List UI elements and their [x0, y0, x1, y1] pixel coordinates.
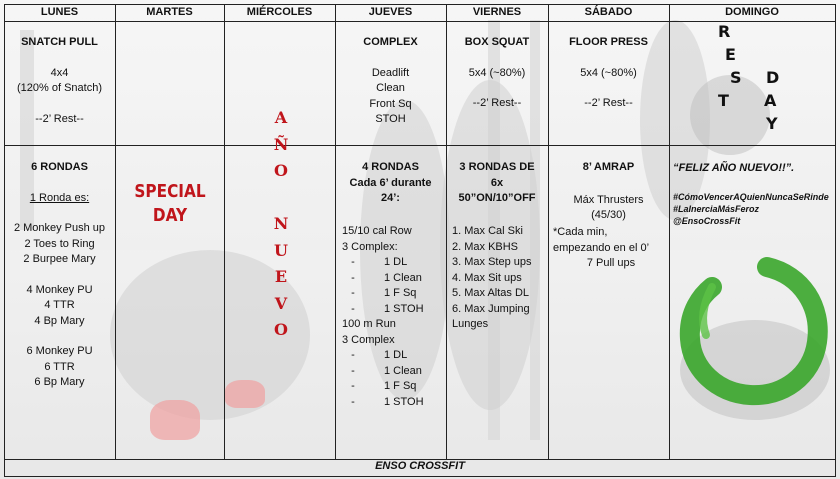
viernes-title2b: 6x: [490, 176, 504, 189]
vert-letter-6: E: [274, 267, 288, 286]
lunes-r1-0: 2 Monkey Push up: [13, 222, 106, 234]
lunes-ronda-label: 1 Ronda es:: [29, 191, 90, 204]
lunes-strength: [4, 35, 115, 127]
sabado-l5: 7 Pull ups: [586, 257, 636, 269]
dash: -: [351, 395, 355, 408]
viernes-title2a: 3 RONDAS DE: [459, 161, 535, 173]
vert-letter-2: O: [274, 161, 288, 180]
viernes-item-2: 3. Max Step ups: [452, 256, 532, 268]
vert-letter-0: A: [274, 108, 288, 127]
viernes-item-6: Lunges: [452, 318, 489, 330]
rest-letter-3: T: [718, 91, 729, 110]
lunes-r2-1: 4 TTR: [44, 299, 75, 311]
jueves-c1-1: - 1 Clean: [342, 271, 446, 287]
jueves-row: 15/10 cal Row: [342, 225, 412, 237]
viernes-rest1: --2’ Rest--: [472, 97, 522, 109]
header-sabado: SÁBADO: [584, 6, 633, 18]
jueves-c1-3: - 1 STOH: [342, 302, 446, 318]
jueves-c2-2: - 1 F Sq: [342, 379, 446, 395]
domingo-tag-2: @EnsoCrossFit: [673, 215, 741, 226]
viernes-wod: [446, 160, 548, 207]
special-line2: DAY: [152, 205, 188, 226]
day-letter-0: D: [766, 68, 780, 87]
domingo-message: [673, 161, 835, 227]
vert-letter-1: Ñ: [273, 134, 289, 154]
dash: -: [351, 287, 355, 299]
header-martes: MARTES: [146, 6, 193, 18]
header-viernes: VIERNES: [472, 6, 522, 18]
footer-brand: ENSO CROSSFIT: [375, 460, 465, 472]
dash: -: [351, 364, 355, 377]
lunes-title2: 6 RONDAS: [31, 161, 88, 173]
jueves-c1-2: - 1 F Sq: [342, 286, 446, 302]
vert-letter-4: N: [273, 214, 289, 233]
viernes-title2c: 50”ON/10”OFF: [458, 192, 536, 204]
jueves-title2b: Cada 6’ durante: [349, 176, 432, 189]
day-letter-1: A: [764, 91, 777, 110]
sabado-wod-note: [553, 225, 669, 272]
vert-letter-5: U: [274, 240, 288, 260]
lunes-r2-2: 4 Bp Mary: [34, 314, 85, 327]
sabado-l1: Máx Thrusters: [573, 193, 644, 206]
jueves-c1-0: - 1 DL: [342, 255, 446, 271]
jueves-c2-1: - 1 Clean: [342, 364, 446, 380]
domingo-tag-0: #CómoVencerAQuienNuncaSeRinde: [673, 191, 829, 202]
lunes-rest1: --2’ Rest--: [35, 112, 84, 125]
lunes-r3-1: 6 TTR: [44, 360, 75, 373]
header-jueves: JUEVES: [368, 6, 413, 18]
viernes-item-0: 1. Max Cal Ski: [452, 225, 523, 237]
domingo-greeting: “FELIZ AÑO NUEVO!!”.: [673, 162, 795, 174]
header-domingo: DOMINGO: [725, 6, 779, 18]
dash: -: [351, 302, 355, 315]
jueves-title2a: 4 RONDAS: [362, 161, 419, 173]
viernes-item-3: 4. Max Sit ups: [452, 271, 522, 284]
sabado-title2: 8’ AMRAP: [582, 161, 635, 173]
vert-letter-7: V: [274, 293, 288, 313]
jueves-title2c: 24’:: [381, 192, 400, 204]
sabado-rest1: --2’ Rest--: [584, 97, 633, 109]
lunes-wod: [4, 160, 115, 391]
dash: -: [351, 380, 355, 392]
sabado-strength: [548, 35, 669, 112]
enso-logo-icon: [672, 247, 832, 407]
jueves-item1-0: Deadlift: [371, 66, 410, 79]
ano-nuevo-vertical: [271, 108, 291, 347]
lunes-r1-2: 2 Burpee Mary: [23, 253, 96, 265]
jueves-complex2: 3 Complex: [342, 333, 395, 346]
lunes-title1: SNATCH PULL: [21, 36, 98, 48]
special-line1: SPECIAL: [134, 181, 206, 202]
jueves-item1-1: Clean: [376, 82, 405, 94]
viernes-wod-list: [452, 224, 548, 333]
sabado-title1: FLOOR PRESS: [569, 36, 648, 48]
lunes-r2-0: 4 Monkey PU: [26, 283, 93, 296]
lunes-r1-1: 2 Toes to Ring: [24, 237, 95, 250]
jueves-title1: COMPLEX: [363, 36, 418, 48]
dash: -: [351, 271, 355, 284]
jueves-c2-0: - 1 DL: [342, 348, 446, 364]
jueves-run: 100 m Run: [342, 318, 396, 330]
jueves-wod-detail: [342, 224, 446, 410]
dash: -: [351, 349, 355, 361]
rest-letter-0: R: [718, 22, 731, 41]
viernes-item-5: 6. Max Jumping: [452, 302, 530, 315]
jueves-wod: [335, 160, 446, 207]
rest-letter-1: E: [725, 45, 736, 64]
jueves-c2-3: - 1 STOH: [342, 395, 446, 411]
day-vertical: [764, 66, 779, 135]
sabado-wod: [548, 160, 669, 224]
jueves-complex1: 3 Complex:: [342, 240, 398, 253]
domingo-tag-1: #LaInerciaMásFeroz: [673, 203, 760, 214]
viernes-strength: [446, 35, 548, 112]
lunes-r3-0: 6 Monkey PU: [26, 345, 93, 357]
header-miercoles: MIÉRCOLES: [246, 6, 313, 18]
sabado-l3: *Cada min,: [553, 226, 608, 238]
jueves-item1-2: Front Sq: [369, 97, 412, 110]
special-day-label: [126, 180, 214, 228]
vert-letter-3: [271, 188, 291, 215]
sabado-l4: empezando en el 0’: [553, 241, 650, 254]
lunes-scheme1: 4x4: [50, 66, 69, 79]
vert-letter-8: O: [274, 320, 288, 339]
jueves-strength: [335, 35, 446, 128]
sabado-l2: (45/30): [591, 209, 626, 221]
sabado-scheme1: 5x4 (~80%): [580, 66, 637, 79]
viernes-item-4: 5. Max Altas DL: [452, 287, 530, 299]
day-letter-2: Y: [766, 114, 778, 133]
dash: -: [351, 256, 355, 268]
viernes-item-1: 2. Max KBHS: [452, 240, 519, 253]
viernes-title1: BOX SQUAT: [464, 36, 530, 48]
viernes-scheme1: 5x4 (~80%): [468, 66, 526, 79]
rest-vertical: [718, 20, 742, 112]
header-lunes: LUNES: [40, 6, 79, 18]
lunes-r3-2: 6 Bp Mary: [34, 376, 85, 388]
jueves-item1-3: STOH: [375, 113, 406, 125]
lunes-scheme1b: (120% of Snatch): [17, 82, 102, 94]
rest-letter-2: S: [730, 68, 742, 87]
